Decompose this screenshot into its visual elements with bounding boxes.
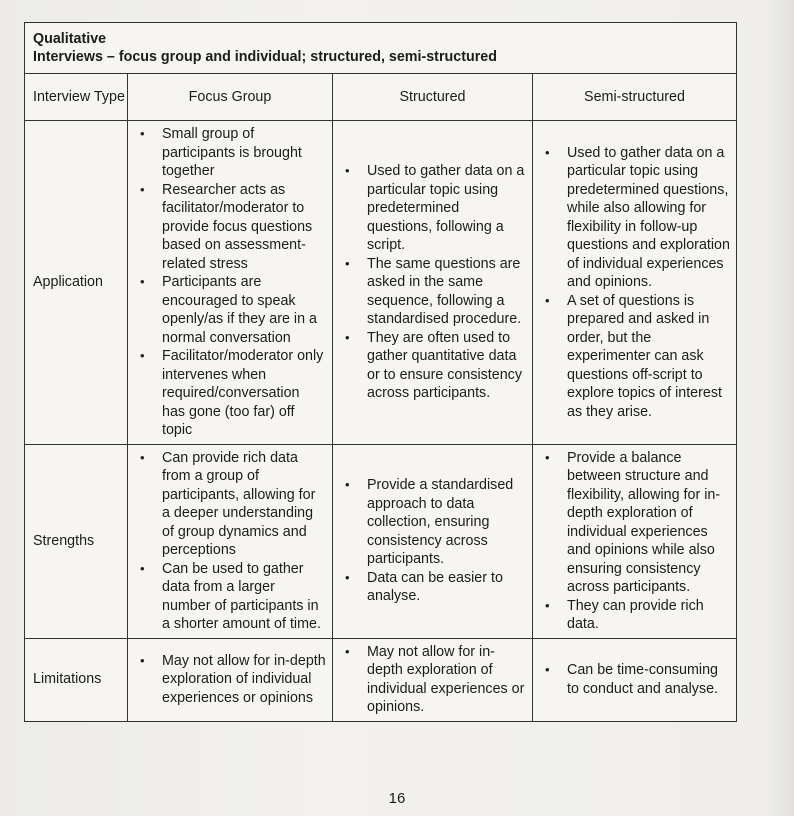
row-label-strengths: Strengths [25,444,128,638]
list-item: • Used to gather data on a particular topic using predetermined questions, following a script. [333,162,526,255]
list-item: • Can be time-consuming to conduct and analyse. [533,661,730,698]
interview-types-table [24,22,737,722]
table-title-line-2: Interviews – focus group and individual; structured, semi-structured [33,49,497,65]
list-item: • Provide a balance between structure and flexibility, allowing for in-depth exploration of individual experiences and opinions while also ensuring consistency across participants. [533,449,730,597]
list-item: • They are often used to gather quantitative data or to ensure consistency across participants. [333,329,526,403]
page-shadow [764,0,794,816]
row-label-application: Application [25,121,128,445]
list-item: • Facilitator/moderator only intervenes when required/conversation has gone (too far) off topic [128,347,326,440]
cell-application-semi-structured [533,121,737,445]
list-item: • They can provide rich data. [533,597,730,634]
cell-limitations-focus-group [128,638,333,721]
table-title [25,23,737,74]
list-item: • Provide a standardised approach to data collection, ensuring consistency across participants. [333,476,526,569]
list-item: • The same questions are asked in the same sequence, following a standardised procedure. [333,255,526,329]
cell-limitations-structured [333,638,533,721]
header-focus-group: Focus Group [128,74,333,121]
header-interview-type: Interview Type [25,74,128,121]
list-item: • A set of questions is prepared and asked in order, but the experimenter can ask questions off-script to explore topics of interest as they arise. [533,292,730,422]
list-item: • Participants are encouraged to speak openly/as if they are in a normal conversation [128,273,326,347]
cell-strengths-focus-group [128,444,333,638]
list-item: • Used to gather data on a particular topic using predetermined questions, while also allowing for flexibility in follow-up questions and exploration of individual experiences and opinions. [533,144,730,292]
cell-limitations-semi-structured [533,638,737,721]
list-item: • Can provide rich data from a group of participants, allowing for a deeper understanding of group dynamics and perceptions [128,449,326,560]
list-item: • Data can be easier to analyse. [333,569,526,606]
header-structured: Structured [333,74,533,121]
cell-strengths-semi-structured [533,444,737,638]
list-item: • Can be used to gather data from a larger number of participants in a shorter amount of time. [128,560,326,634]
list-item: • May not allow for in-depth exploration of individual experiences or opinions. [333,643,526,717]
table-header-row [25,74,737,121]
table-row-strengths [25,444,737,638]
page-number: 16 [388,790,406,807]
table-row-application [25,121,737,445]
header-semi-structured: Semi-structured [533,74,737,121]
row-label-limitations: Limitations [25,638,128,721]
table-title-row [25,23,737,74]
cell-application-focus-group [128,121,333,445]
list-item: • May not allow for in-depth exploration of individual experiences or opinions [128,652,326,708]
list-item: • Small group of participants is brought together [128,125,326,181]
list-item: • Researcher acts as facilitator/moderator to provide focus questions based on assessment-related stress [128,181,326,274]
cell-strengths-structured [333,444,533,638]
table-title-line-1: Qualitative [33,31,107,47]
cell-application-structured [333,121,533,445]
table-row-limitations [25,638,737,721]
